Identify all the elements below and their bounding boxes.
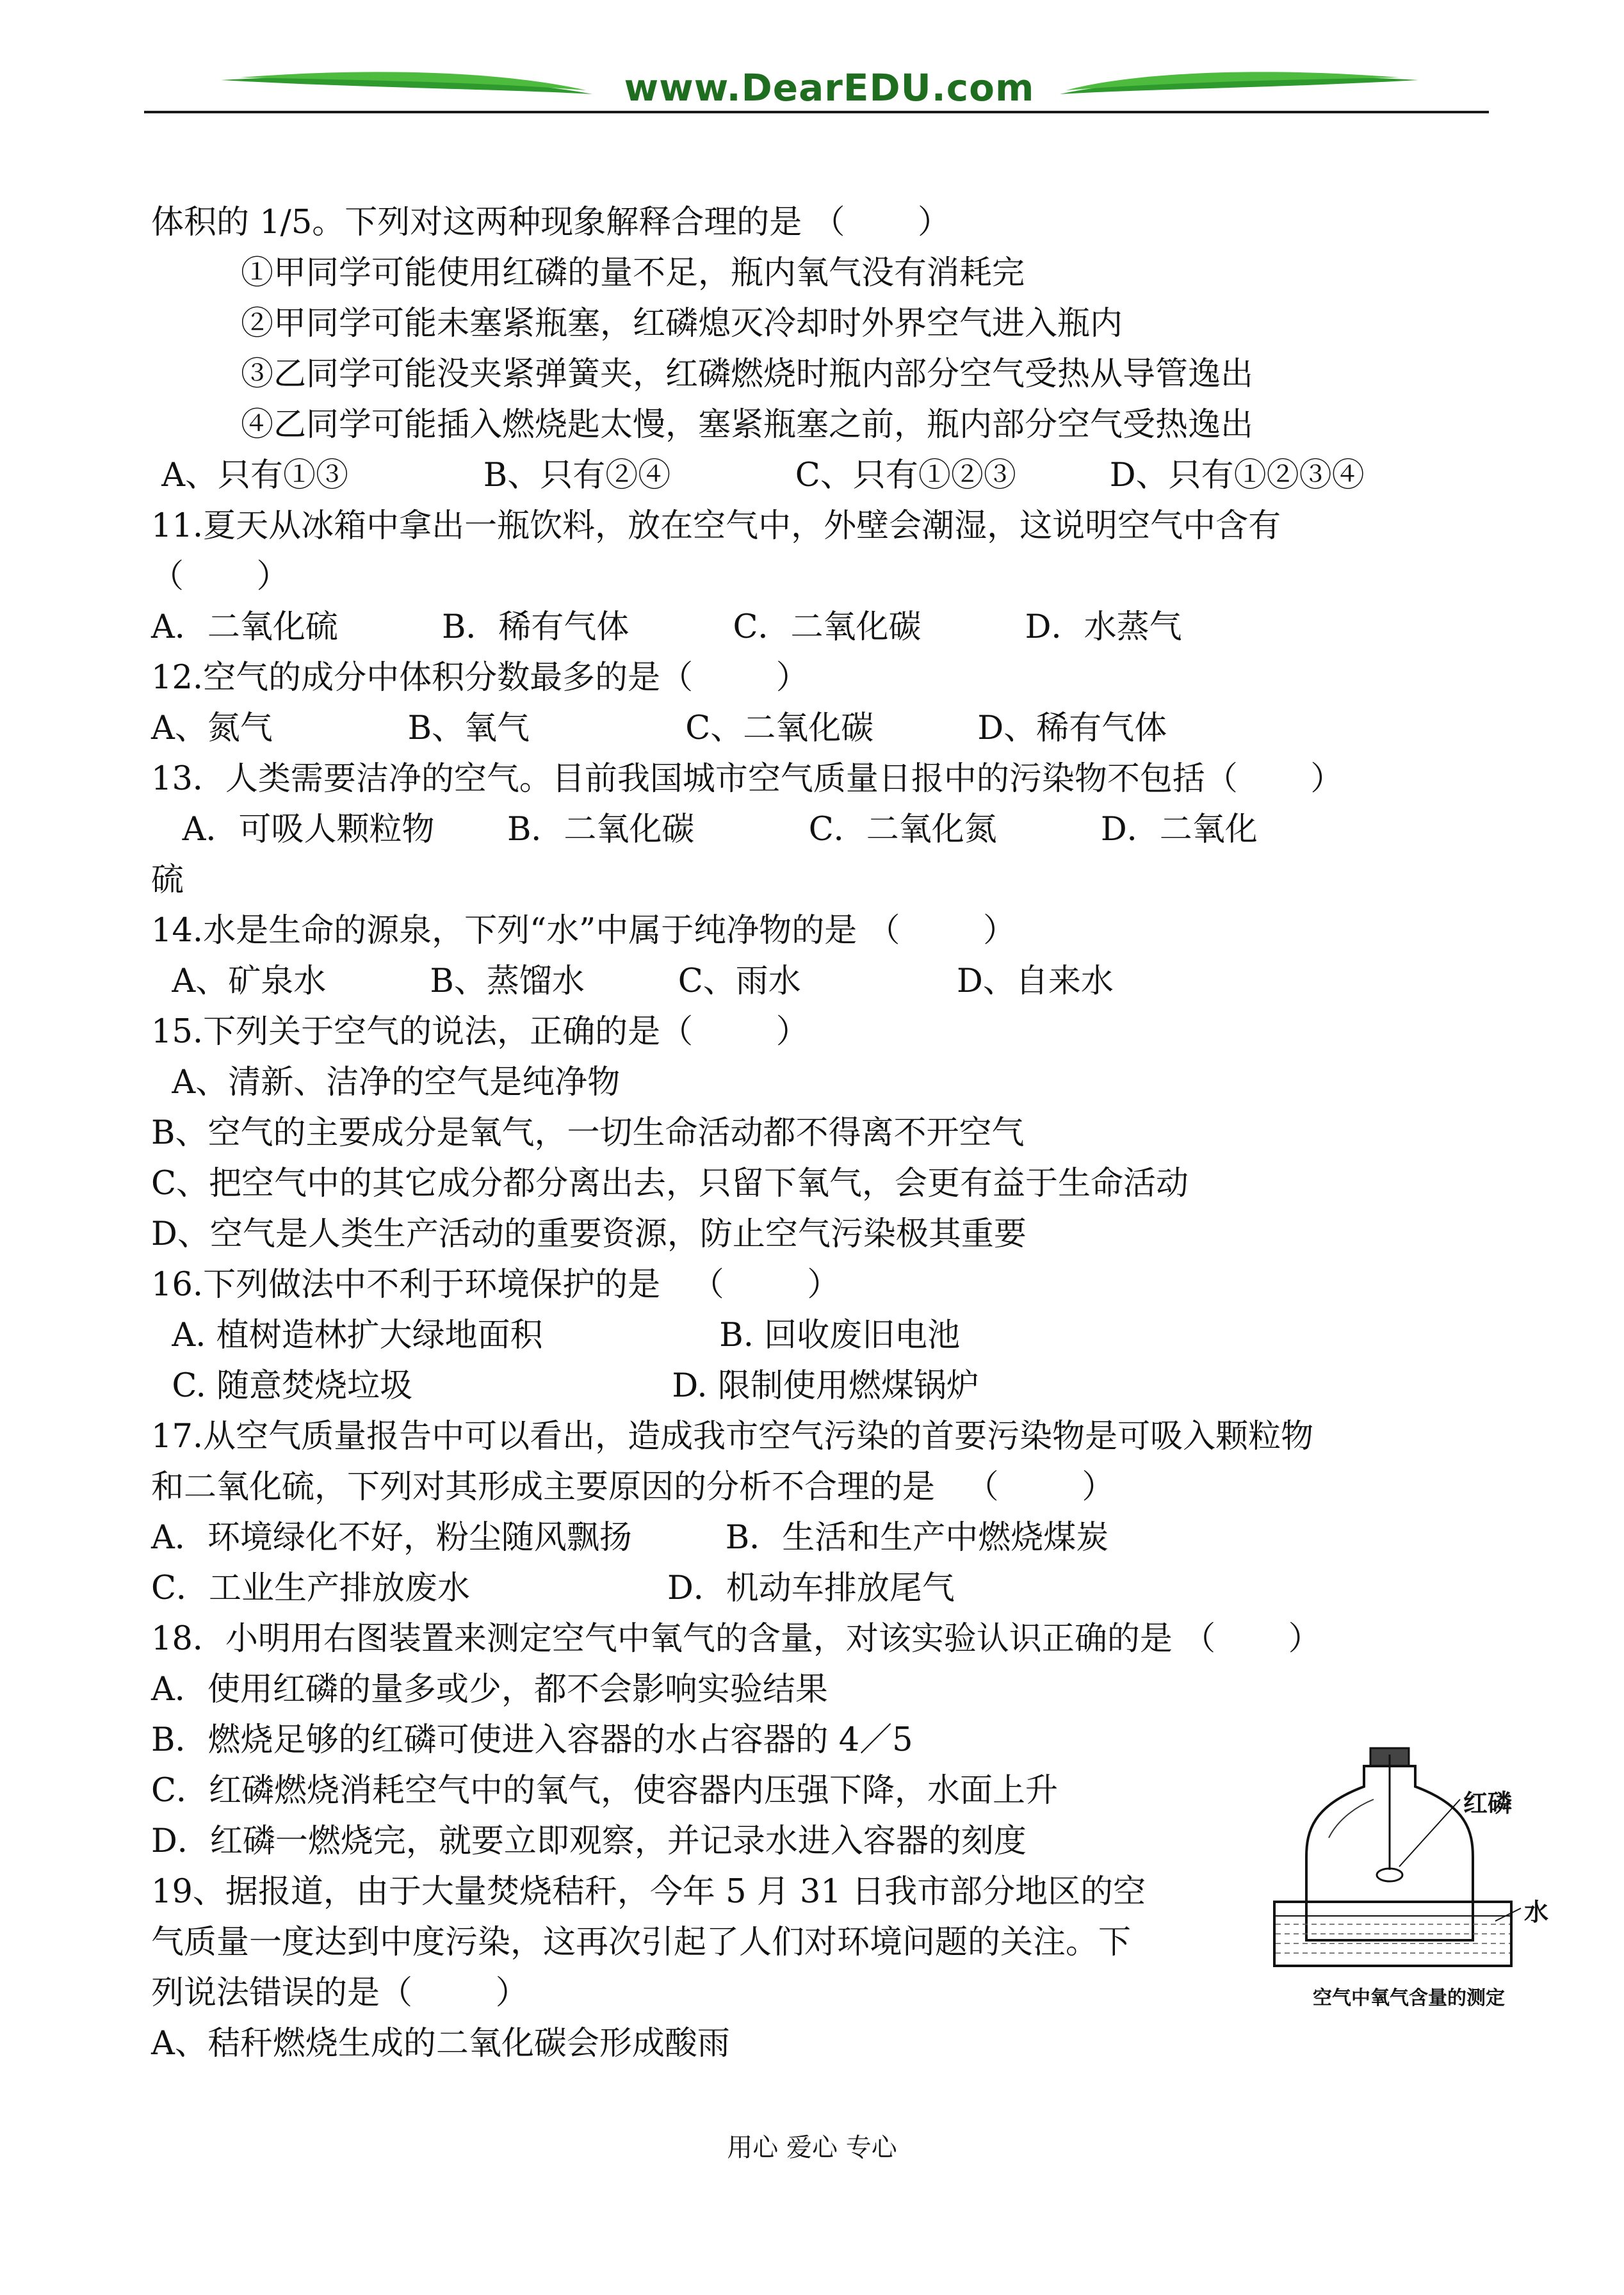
text-line: C．红磷燃烧消耗空气中的氧气，使容器内压强下降，水面上升 — [151, 1772, 1059, 1810]
page-header — [144, 61, 1489, 122]
text-line: A、只有①③ B、只有②④ C、只有①②③ D、只有①②③④ — [151, 457, 1365, 494]
text-line: 硫 — [151, 861, 184, 899]
text-line: A、秸秆燃烧生成的二氧化碳会形成酸雨 — [151, 2025, 730, 2063]
page-footer: 用心 爱心 专心 — [727, 2133, 897, 2162]
text-line: 气质量一度达到中度污染，这再次引起了人们对环境问题的关注。下 — [151, 1924, 1132, 1961]
text-line: A、矿泉水 B、蒸馏水 C、雨水 D、自来水 — [151, 962, 1114, 1000]
text-line: 13．人类需要洁净的空气。目前我国城市空气质量日报中的污染物不包括（ ） — [151, 760, 1344, 798]
text-line: 体积的 1/5。下列对这两种现象解释合理的是 （ ） — [151, 204, 950, 241]
text-line: ③乙同学可能没夹紧弹簧夹，红磷燃烧时瓶内部分空气受热从导管逸出 — [241, 355, 1254, 393]
site-logo[interactable]: www.DearEDU.com — [624, 66, 1035, 109]
text-line: A．环境绿化不好，粉尘随风飘扬 B．生活和生产中燃烧煤炭 — [151, 1519, 1109, 1557]
header-divider — [144, 111, 1489, 113]
text-line: 和二氧化硫，下列对其形成主要原因的分析不合理的是 （ ） — [151, 1468, 1115, 1506]
text-line: B．燃烧足够的红磷可使进入容器的水占容器的 4／5 — [151, 1721, 913, 1759]
text-line: A．使用红磷的量多或少，都不会影响实验结果 — [151, 1671, 828, 1708]
text-line: ④乙同学可能插入燃烧匙太慢，塞紧瓶塞之前，瓶内部分空气受热逸出 — [241, 406, 1254, 444]
oxygen-experiment-figure — [1268, 1729, 1550, 2009]
flask-apparatus-icon — [1268, 1729, 1550, 1979]
text-line: A、清新、洁净的空气是纯净物 — [151, 1064, 621, 1101]
text-line: 15.下列关于空气的说法，正确的是（ ） — [151, 1013, 809, 1051]
text-line: 16.下列做法中不利于环境保护的是 （ ） — [151, 1266, 840, 1304]
text-line: （ ） — [151, 558, 289, 596]
text-line: 19、据报道，由于大量焚烧秸秆，今年 5 月 31 日我市部分地区的空 — [151, 1873, 1146, 1911]
text-line: D．红磷一燃烧完，就要立即观察，并记录水进入容器的刻度 — [151, 1822, 1027, 1860]
text-line: C、把空气中的其它成分都分离出去，只留下氧气，会更有益于生命活动 — [151, 1165, 1189, 1203]
text-line: ①甲同学可能使用红磷的量不足，瓶内氧气没有消耗完 — [241, 254, 1025, 292]
figure-label-water: 水 — [1524, 1898, 1549, 1926]
text-line: 14.水是生命的源泉，下列“水”中属于纯净物的是 （ ） — [151, 912, 1016, 950]
figure-label-phosphorus: 红磷 — [1463, 1789, 1513, 1817]
text-line: B、空气的主要成分是氧气，一切生命活动都不得离不开空气 — [151, 1114, 1025, 1152]
text-line: 17.从空气质量报告中可以看出，造成我市空气污染的首要污染物是可吸入颗粒物 — [151, 1418, 1314, 1456]
text-line: ②甲同学可能未塞紧瓶塞，红磷熄灭冷却时外界空气进入瓶内 — [241, 305, 1123, 343]
text-line: 18．小明用右图装置来测定空气中氧气的含量，对该实验认识正确的是 （ ） — [151, 1620, 1321, 1658]
text-line: A. 植树造林扩大绿地面积 B. 回收废旧电池 — [151, 1317, 961, 1354]
text-line: D、空气是人类生产活动的重要资源，防止空气污染极其重要 — [151, 1215, 1027, 1253]
text-line: C. 随意焚烧垃圾 D. 限制使用燃煤锅炉 — [151, 1367, 979, 1405]
text-line: 12.空气的成分中体积分数最多的是（ ） — [151, 659, 809, 697]
text-line: C．工业生产排放废水 D．机动车排放尾气 — [151, 1569, 955, 1607]
text-line: A、氮气 B、氧气 C、二氧化碳 D、稀有气体 — [151, 710, 1167, 747]
figure-caption: 空气中氧气含量的测定 — [1313, 1987, 1505, 2009]
text-line: 列说法错误的是（ ） — [151, 1974, 528, 2012]
text-line: A．可吸人颗粒物 B．二氧化碳 C．二氧化氮 D．二氧化 — [151, 811, 1258, 848]
text-line: A．二氧化硫 B．稀有气体 C．二氧化碳 D．水蒸气 — [151, 608, 1182, 646]
text-line: 11.夏天从冰箱中拿出一瓶饮料，放在空气中，外壁会潮湿，这说明空气中含有 — [151, 507, 1281, 545]
